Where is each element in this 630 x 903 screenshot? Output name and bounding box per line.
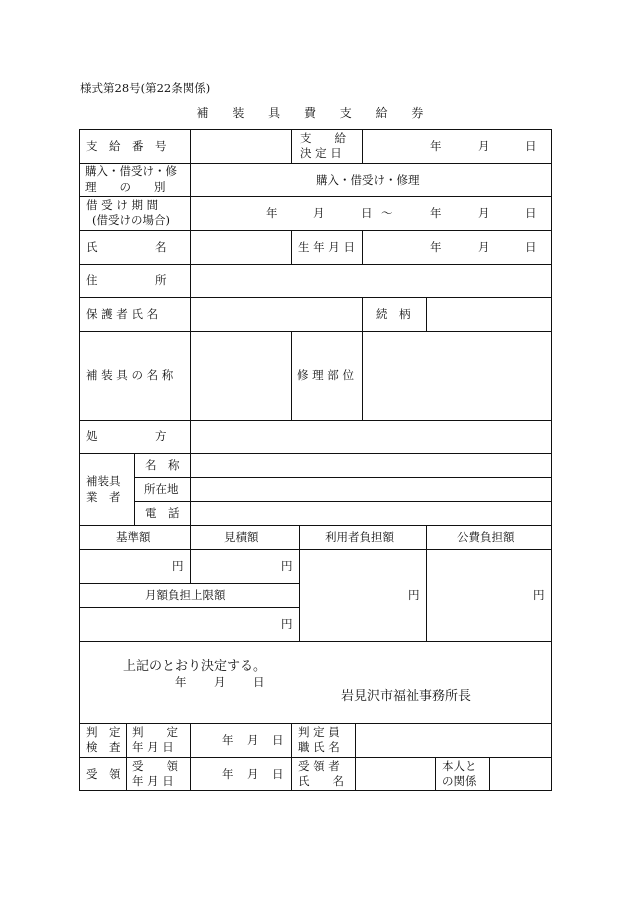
birth-month-label: 月 [478, 240, 490, 254]
rental-start-month: 月 [313, 206, 325, 220]
judge-staff-label-line2: 職 氏 名 [298, 740, 340, 754]
name-label: 氏 名 [86, 240, 167, 254]
monthly-cap-label: 月額負担上限額 [145, 588, 226, 602]
receipt-label: 受 領 [86, 767, 121, 781]
prescription-label: 処 方 [86, 429, 167, 443]
standard-amount-header: 基準額 [116, 530, 151, 544]
rental-period-label-line2: (借受けの場合) [92, 213, 170, 227]
rental-start-year: 年 [266, 206, 278, 220]
relation-self-label-line2: の関係 [442, 774, 477, 788]
decision-year-label: 年 [430, 139, 442, 153]
estimate-amount-yen: 円 [281, 559, 293, 573]
relationship-label: 続 柄 [376, 307, 411, 321]
office-head: 岩見沢市福祉事務所長 [341, 689, 472, 704]
judge-label-line1: 判 定 [86, 725, 121, 739]
receiver-label-line1: 受 領 者 [298, 759, 340, 773]
birth-day-label: 日 [525, 240, 537, 254]
rental-end-day: 日 [525, 206, 537, 220]
device-name-label: 補 装 具 の 名 称 [86, 368, 174, 382]
vendor-phone-label: 電 話 [145, 506, 180, 520]
public-burden-header: 公費負担額 [457, 530, 515, 544]
form-title: 補 装 具 費 支 給 券 [196, 106, 434, 120]
decision-day-label: 日 [525, 139, 537, 153]
estimate-amount-header: 見積額 [224, 530, 259, 544]
decision-sign-day: 日 [253, 675, 265, 689]
decision-date-label-line1: 支 給 [300, 131, 346, 145]
rental-end-month: 月 [478, 206, 490, 220]
birth-year-label: 年 [430, 240, 442, 254]
type-label-line1: 購入・借受け・修 [85, 164, 177, 178]
receipt-day: 日 [272, 767, 284, 781]
vendor-name-label: 名 称 [145, 458, 180, 472]
public-burden-yen: 円 [533, 588, 545, 602]
receipt-date-label-line2: 年 月 日 [132, 774, 174, 788]
judge-day: 日 [272, 733, 284, 747]
type-label-line2: 理 の 別 [85, 180, 166, 194]
type-value: 購入・借受け・修理 [316, 173, 420, 187]
rental-end-year: 年 [430, 206, 442, 220]
standard-amount-yen: 円 [172, 559, 184, 573]
rental-start-day: 日 [361, 206, 373, 220]
decision-statement: 上記のとおり決定する。 [123, 659, 267, 674]
repair-part-label: 修 理 部 位 [297, 368, 354, 382]
vendor-location-label: 所在地 [144, 482, 179, 496]
judge-date-label-line2: 年 月 日 [132, 740, 174, 754]
decision-sign-year: 年 [175, 675, 187, 689]
rental-period-label-line1: 借 受 け 期 間 [86, 198, 159, 212]
judge-label-line2: 検 査 [86, 740, 121, 754]
judge-month: 月 [247, 733, 259, 747]
receiver-label-line2: 氏 名 [298, 774, 344, 788]
user-burden-header: 利用者負担額 [325, 530, 394, 544]
judge-date-label-line1: 判 定 [132, 725, 178, 739]
vendor-label-line2: 業 者 [86, 490, 121, 504]
receipt-month: 月 [247, 767, 259, 781]
receipt-date-label-line1: 受 領 [132, 759, 178, 773]
decision-sign-month: 月 [214, 675, 226, 689]
relation-self-label-line1: 本人と [442, 759, 477, 773]
birth-date-label: 生 年 月 日 [298, 240, 355, 254]
judge-staff-label-line1: 判 定 員 [298, 725, 340, 739]
user-burden-yen: 円 [408, 588, 420, 602]
address-label: 住 所 [86, 273, 167, 287]
receipt-year: 年 [222, 767, 234, 781]
monthly-cap-yen: 円 [281, 617, 293, 631]
judge-year: 年 [222, 733, 234, 747]
vendor-label-line1: 補装具 [86, 474, 121, 488]
payment-number-label: 支 給 番 号 [86, 139, 167, 153]
decision-month-label: 月 [478, 139, 490, 153]
form-number: 様式第28号(第22条関係) [80, 81, 211, 95]
guardian-name-label: 保 護 者 氏 名 [86, 307, 159, 321]
decision-date-label-line2: 決 定 日 [300, 146, 342, 160]
rental-tilde: ～ [381, 206, 393, 220]
